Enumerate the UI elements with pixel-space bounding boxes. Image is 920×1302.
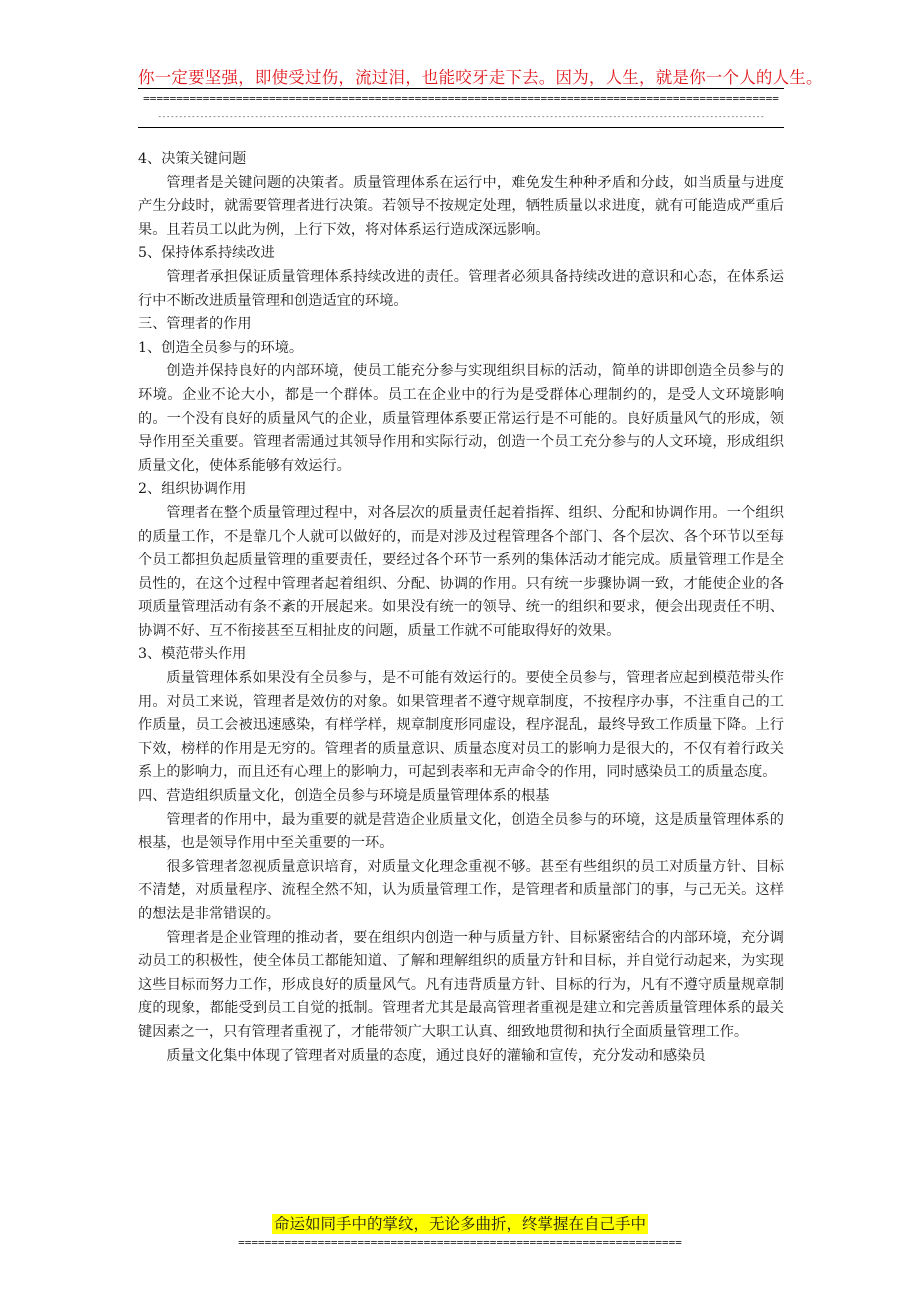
paragraph: 质量管理体系如果没有全员参与，是不可能有效运行的。要使全员参与，管理者应起到模范带头作用。对员工来说，管理者是效仿的对象。如果管理者不遵守规章制度，不按程序办事，不注重自己的工作质量，员工会被迅速感染，有样学样，规章制度形同虚设，程序混乱，最终导致工作质量下降。上行下效，榜样的作用是无穷的。管理者的质量意识、质量态度对员工的影响力是很大的，不仅有着行政关系上的影响力，而且还有心理上的影响力，可起到表率和无声命令的作用，同时感染员工的质量态度。: [138, 670, 784, 781]
paragraph: 管理者承担保证质量管理体系持续改进的责任。管理者必须具备持续改进的意识和心态，在体系运行中不断改进质量管理和创造适宜的环境。: [138, 268, 784, 309]
document-body: [138, 148, 784, 1068]
footer-motto: [0, 1212, 920, 1234]
paragraph: 管理者是关键问题的决策者。质量管理体系在运行中，难免发生种种矛盾和分歧，如当质量与进度产生分歧时，就需要管理者进行决策。若领导不按规定处理，牺牲质量以求进度，就有可能造成严重后果。且若员工以此为例，上行下效，将对体系运行造成深远影响。: [138, 174, 784, 238]
header-dash-line: ------------------------------------------------------------------------------------------------------------------------------------------------: [157, 113, 765, 121]
chapter-heading: 三、管理者的作用: [138, 316, 252, 333]
chapter-heading: 四、营造组织质量文化，创造全员参与环境是质量管理体系的根基: [138, 788, 550, 805]
header-motto: 你一定要坚强，即使受过伤，流过泪，也能咬牙走下去。因为，人生，就是你一个人的人生。: [138, 68, 823, 87]
paragraph: 创造并保持良好的内部环境，使员工能充分参与实现组织目标的活动，简单的讲即创造全员参与的环境。企业不论大小，都是一个群体。员工在企业中的行为是受群体心理制约的，是受人文环境影响的。一个没有良好的质量风气的企业，质量管理体系要正常运行是不可能的。良好质量风气的形成，领导作用至关重要。管理者需通过其领导作用和实际行动，创造一个员工充分参与的人文环境，形成组织质量文化，使体系能够有效运行。: [138, 363, 784, 474]
footer-equals-line: ===================================================================: [238, 1236, 682, 1249]
footer-motto-text: 命运如同手中的掌纹，无论多曲折，终掌握在自己手中: [273, 1215, 646, 1233]
paragraph: 很多管理者忽视质量意识培育，对质量文化理念重视不够。甚至有些组织的员工对质量方针、目标不清楚，对质量程序、流程全然不知，认为质量管理工作，是管理者和质量部门的事，与己无关。这样的想法是非常错误的。: [138, 858, 784, 922]
header-rule-bottom: [138, 127, 784, 128]
paragraph: 管理者在整个质量管理过程中，对各层次的质量责任起着指挥、组织、分配和协调作用。一个组织的质量工作，不是靠几个人就可以做好的，而是对涉及过程管理各个部门、各个层次、各个环节以至每个员工都担负起质量管理的重要责任，要经过各个环节一系列的集体活动才能完成。质量管理工作是全员性的，在这个过程中管理者起着组织、分配、协调的作用。只有统一步骤协调一致，才能使企业的各项质量管理活动有条不紊的开展起来。如果没有统一的领导、统一的组织和要求，便会出现责任不明、协调不好、互不衔接甚至互相扯皮的问题，质量工作就不可能取得好的效果。: [138, 504, 784, 639]
section-heading: 5、保持体系持续改进: [138, 245, 275, 262]
section-heading: 1、创造全员参与的环境。: [138, 339, 304, 356]
header-equals-line: ================================================================================================: [143, 92, 779, 105]
section-heading: 2、组织协调作用: [138, 481, 247, 498]
section-heading: 4、决策关键问题: [138, 151, 247, 167]
paragraph: 质量文化集中体现了管理者对质量的态度，通过良好的灌输和宣传，充分发动和感染员: [166, 1047, 706, 1064]
paragraph: 管理者是企业管理的推动者，要在组织内创造一种与质量方针、目标紧密结合的内部环境，充分调动员工的积极性，使全体员工都能知道、了解和理解组织的质量方针和目标，并自觉行动起来，为实现这些目标而努力工作，形成良好的质量风气。凡有违背质量方针、目标的行为，凡有不遵守质量规章制度的现象，都能受到员工自觉的抵制。管理者尤其是最高管理者重视是建立和完善质量管理体系的最关键因素之一，只有管理者重视了，才能带领广大职工认真、细致地贯彻和执行全面质量管理工作。: [138, 929, 784, 1040]
paragraph: 管理者的作用中，最为重要的就是营造企业质量文化，创造全员参与的环境，这是质量管理体系的根基，也是领导作用中至关重要的一环。: [138, 811, 784, 852]
header-rule-top: [138, 88, 784, 89]
section-heading: 3、模范带头作用: [138, 646, 247, 663]
